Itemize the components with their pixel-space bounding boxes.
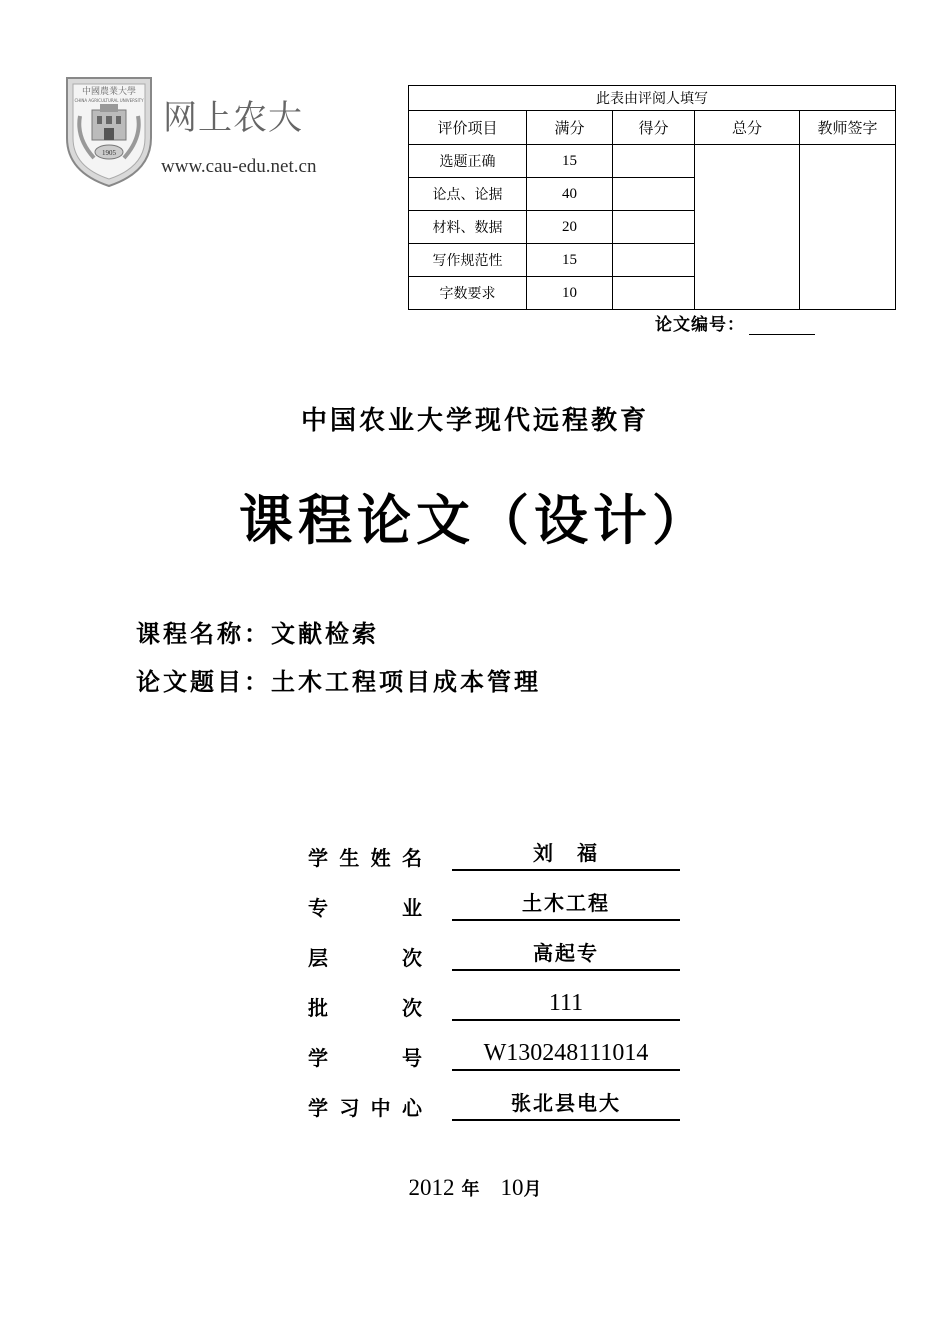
level-field[interactable]: 高起专: [452, 936, 680, 971]
paper-number-field[interactable]: [749, 314, 815, 335]
score-cell[interactable]: [613, 244, 695, 277]
major-row: [308, 886, 688, 920]
university-logo: [64, 76, 154, 188]
major-field[interactable]: 土木工程: [452, 886, 680, 921]
topic-line: [136, 662, 541, 697]
table-row-item: 字数要求: [409, 277, 527, 310]
batch-row: [308, 986, 688, 1020]
table-row-max: 10: [527, 277, 613, 310]
paper-number: [655, 310, 815, 335]
batch-label: 批 次: [308, 996, 422, 1020]
logo-text-en: CHINA AGRICULTURAL UNIVERSITY: [74, 98, 144, 103]
learning-center-row: [308, 1086, 688, 1120]
table-row-item: 论点、论据: [409, 178, 527, 211]
header-item: 评价项目: [409, 111, 527, 145]
student-name-row: [308, 836, 688, 870]
table-row-max: 40: [527, 178, 613, 211]
learning-center-label: 学 习 中 心: [308, 1096, 422, 1120]
score-cell[interactable]: [613, 277, 695, 310]
header-signature: 教师签字: [800, 111, 896, 145]
header-max: 满分: [527, 111, 613, 145]
table-row-max: 15: [527, 244, 613, 277]
score-cell[interactable]: [613, 145, 695, 178]
level-label: 层 次: [308, 946, 422, 970]
date-line: [0, 1175, 950, 1201]
course-line: [136, 614, 379, 649]
logo-year: 1905: [102, 149, 116, 157]
score-cell[interactable]: [613, 211, 695, 244]
batch-field[interactable]: 111: [452, 986, 680, 1021]
learning-center-field[interactable]: 张北县电大: [452, 1086, 680, 1121]
date-year-unit: 年: [461, 1179, 480, 1200]
institution-title: 中国农业大学现代远程教育: [300, 406, 649, 436]
signature-cell[interactable]: [800, 145, 896, 310]
logo-text-top: 中國農業大學: [81, 87, 137, 97]
course-label: 课程名称：: [136, 620, 271, 648]
paper-number-label: 论文编号：: [655, 315, 745, 335]
header-score: 得分: [613, 111, 695, 145]
score-table-caption: 此表由评阅人填写: [409, 86, 896, 111]
course-value: 文献检索: [271, 620, 379, 648]
date-year: 2012: [408, 1175, 455, 1200]
student-name-field[interactable]: 刘 福: [452, 836, 680, 871]
level-row: [308, 936, 688, 970]
date-month-unit: 月: [523, 1179, 542, 1200]
main-title: 课程论文（设计）: [239, 489, 711, 552]
topic-label: 论文题目：: [136, 668, 271, 696]
student-id-row: [308, 1036, 688, 1070]
total-cell[interactable]: [695, 145, 800, 310]
table-row-max: 15: [527, 145, 613, 178]
score-cell[interactable]: [613, 178, 695, 211]
brand-name: 网上农大: [163, 98, 303, 138]
topic-value: 土木工程项目成本管理: [271, 668, 541, 696]
header-total: 总分: [695, 111, 800, 145]
date-month: 10: [500, 1175, 524, 1200]
student-id-field[interactable]: W130248111014: [452, 1036, 680, 1071]
brand-url: www.cau-edu.net.cn: [161, 156, 317, 177]
student-id-label: 学 号: [308, 1046, 422, 1070]
major-label: 专 业: [308, 896, 422, 920]
student-name-label: 学 生 姓 名: [308, 846, 422, 870]
table-row-max: 20: [527, 211, 613, 244]
table-row-item: 写作规范性: [409, 244, 527, 277]
table-row-item: 选题正确: [409, 145, 527, 178]
table-row-item: 材料、数据: [409, 211, 527, 244]
score-table: [408, 85, 896, 310]
